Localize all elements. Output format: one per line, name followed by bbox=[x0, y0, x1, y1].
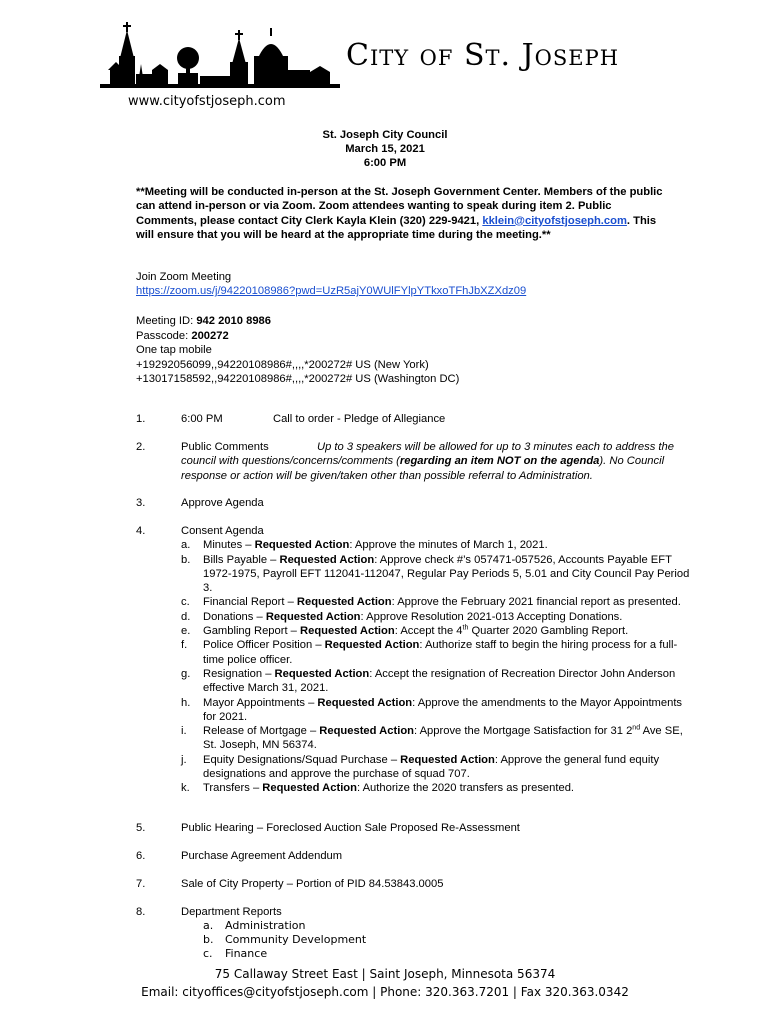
consent-item-title: Release of Mortgage – bbox=[203, 725, 320, 738]
item-number: 3. bbox=[136, 497, 146, 509]
passcode bbox=[136, 329, 696, 344]
meeting-id-value: 942 2010 8986 bbox=[196, 315, 271, 327]
consent-item-letter: g. bbox=[181, 667, 191, 680]
consent-item-title: Financial Report – bbox=[203, 596, 297, 609]
consent-item-action: : Approve Resolution 2021-013 Accepting Donations. bbox=[360, 610, 623, 623]
consent-item-action-end: Quarter 2020 Gambling Report. bbox=[468, 625, 629, 638]
consent-item bbox=[181, 538, 691, 552]
requested-action-label: Requested Action bbox=[274, 667, 370, 680]
consent-item-action: : Accept the resignation of Recreation Director John Anderson effective March 31, 2021. bbox=[203, 667, 676, 695]
consent-item bbox=[181, 753, 691, 782]
ordinal-suffix: th bbox=[462, 624, 469, 632]
requested-action-label: Requested Action bbox=[296, 596, 392, 609]
consent-item-action: : Accept the 4 bbox=[394, 625, 463, 638]
consent-item bbox=[181, 553, 691, 596]
item-number: 8. bbox=[136, 906, 146, 918]
meeting-id bbox=[136, 314, 696, 329]
item-number: 7. bbox=[136, 878, 146, 890]
item-label: Public Hearing – Foreclosed Auction Sale Proposed Re-Assessment bbox=[181, 822, 520, 834]
meeting-body: St. Joseph City Council bbox=[322, 129, 448, 141]
consent-item bbox=[181, 781, 691, 795]
consent-item-title: Equity Designations/Squad Purchase – bbox=[203, 753, 401, 766]
requested-action-label: Requested Action bbox=[262, 782, 357, 795]
requested-action-label: Requested Action bbox=[324, 639, 420, 652]
department-report-letter: c. bbox=[203, 947, 213, 961]
passcode-label: Passcode: bbox=[136, 329, 192, 342]
consent-item-title: Mayor Appointments – bbox=[203, 696, 318, 709]
consent-item-action: : Approve check #’s 057471-057526, Accounts Payable EFT 1972-1975, Payroll EFT 112041-112047, Regular Pay Periods 5, 5.01 and City Council Pay Period 3. bbox=[203, 553, 690, 595]
consent-item-title: Resignation – bbox=[203, 667, 275, 680]
zoom-section bbox=[136, 270, 696, 299]
consent-item-action: : Approve the minutes of March 1, 2021. bbox=[349, 539, 548, 552]
department-report-item bbox=[203, 947, 691, 961]
meeting-id-label: Meeting ID: bbox=[136, 315, 197, 327]
city-skyline-logo bbox=[100, 18, 340, 90]
consent-item-letter: b. bbox=[181, 553, 191, 566]
consent-item-letter: e. bbox=[181, 625, 191, 638]
consent-item-title: Donations – bbox=[203, 610, 266, 623]
requested-action-label: Requested Action bbox=[319, 725, 414, 738]
consent-item-letter: j. bbox=[181, 753, 187, 766]
requested-action-label: Requested Action bbox=[254, 539, 350, 552]
requested-action-label: Requested Action bbox=[400, 753, 495, 766]
consent-item bbox=[181, 595, 691, 609]
consent-item-action: : Approve the Mortgage Satisfaction for 31 2 bbox=[414, 725, 633, 738]
public-comments-text-a: Up to 3 speakers will be allowed for up to 3 minutes each to address the council with questions/concerns/comments ( bbox=[181, 441, 674, 468]
department-report-label: Administration bbox=[225, 919, 306, 933]
item-label: Call to order - Pledge of Allegiance bbox=[273, 413, 446, 425]
consent-item-letter: h. bbox=[181, 696, 191, 709]
ordinal-suffix: nd bbox=[632, 724, 641, 732]
department-reports-list bbox=[181, 919, 691, 961]
footer-address: 75 Callaway Street East | Saint Joseph, Minnesota 56374 bbox=[214, 967, 556, 981]
consent-item-title: Bills Payable – bbox=[203, 553, 280, 566]
footer-contact: Email: cityoffices@cityofstjoseph.com | Phone: 320.363.7201 | Fax 320.363.0342 bbox=[141, 984, 629, 999]
item-label: Purchase Agreement Addendum bbox=[181, 850, 343, 862]
consent-item-action: : Authorize the 2020 transfers as presented. bbox=[356, 782, 575, 795]
item-number: 5. bbox=[136, 822, 146, 834]
clerk-email-link[interactable]: kklein@cityofstjoseph.com bbox=[482, 214, 627, 227]
department-report-label: Community Development bbox=[225, 933, 367, 947]
item-label: Sale of City Property – Portion of PID 84.53843.0005 bbox=[181, 878, 444, 890]
consent-item bbox=[181, 696, 691, 725]
meeting-notice bbox=[136, 185, 666, 242]
consent-item-action: : Approve the amendments to the Mayor Appointments for 2021. bbox=[203, 696, 683, 723]
item-label: Consent Agenda bbox=[181, 525, 264, 537]
consent-item bbox=[181, 624, 691, 638]
zoom-link[interactable]: https://zoom.us/j/94220108986?pwd=UzR5ajY0WUlFYlpYTkxoTFhJbXZXdz09 bbox=[136, 285, 527, 298]
department-report-item bbox=[203, 919, 691, 933]
mobile-number-ny: +19292056099,,94220108986#,,,,*200272# US (New York) bbox=[136, 358, 429, 371]
consent-item bbox=[181, 667, 691, 696]
notice-text-2: . This will ensure that you will be heard at the appropriate time during the meeting.** bbox=[136, 214, 657, 241]
notice-text-1: **Meeting will be conducted in-person at the St. Joseph Government Center. Members of the public can attend in-person or via Zoom. Zoom attendees wanting to speak during item 2. Public Comments, please contact City Clerk Kayla Klein (320) 229-9421, bbox=[136, 186, 663, 227]
consent-item bbox=[181, 610, 691, 624]
meeting-date: March 15, 2021 bbox=[345, 143, 425, 155]
consent-item-title: Gambling Report – bbox=[203, 625, 301, 638]
requested-action-label: Requested Action bbox=[300, 625, 395, 638]
consent-item-letter: k. bbox=[181, 782, 190, 795]
item-label: Public Comments bbox=[181, 441, 269, 453]
consent-item bbox=[181, 724, 691, 753]
consent-agenda-list bbox=[181, 538, 691, 795]
zoom-label: Join Zoom Meeting bbox=[136, 271, 232, 283]
requested-action-label: Requested Action bbox=[317, 696, 413, 709]
requested-action-label: Requested Action bbox=[279, 553, 375, 566]
department-report-item bbox=[203, 933, 691, 947]
page-footer bbox=[0, 966, 770, 1001]
consent-item-title: Police Officer Position – bbox=[203, 639, 325, 652]
consent-item-action: : Approve the February 2021 financial report as presented. bbox=[391, 596, 681, 609]
consent-item-letter: i. bbox=[181, 725, 187, 738]
consent-item-letter: a. bbox=[181, 539, 191, 552]
department-report-letter: b. bbox=[203, 933, 214, 947]
item-label: Department Reports bbox=[181, 906, 282, 918]
city-title: City of St. Joseph bbox=[346, 38, 620, 73]
mobile-label: One tap mobile bbox=[136, 344, 212, 356]
consent-item-action: : Authorize staff to begin the hiring process for a full-time police officer. bbox=[203, 639, 678, 666]
item-time: 6:00 PM bbox=[181, 413, 223, 425]
meeting-header bbox=[0, 128, 770, 170]
passcode-value: 200272 bbox=[191, 329, 229, 342]
consent-item-letter: d. bbox=[181, 610, 191, 623]
consent-item-letter: c. bbox=[181, 596, 190, 609]
consent-item bbox=[181, 638, 691, 667]
meeting-info bbox=[136, 314, 696, 387]
website-link[interactable]: www.cityofstjoseph.com bbox=[128, 94, 286, 109]
public-comments-text-bold: regarding an item NOT on the agenda bbox=[399, 455, 600, 468]
public-comments-text-b: ). No Council response or action will be given/taken other than possible referral to Administration. bbox=[181, 455, 665, 482]
item-label: Approve Agenda bbox=[181, 497, 264, 509]
item-number: 2. bbox=[136, 441, 146, 453]
consent-item-title: Transfers – bbox=[203, 782, 263, 795]
consent-item-letter: f. bbox=[181, 639, 188, 652]
item-number: 6. bbox=[136, 850, 146, 862]
item-number: 4. bbox=[136, 525, 146, 537]
department-report-letter: a. bbox=[203, 919, 214, 933]
consent-item-action-end: Ave SE, St. Joseph, MN 56374. bbox=[203, 725, 683, 752]
requested-action-label: Requested Action bbox=[265, 610, 361, 623]
meeting-time: 6:00 PM bbox=[363, 157, 407, 169]
consent-item-action: : Approve the general fund equity designations and approve the purchase of squad 707. bbox=[203, 753, 660, 781]
consent-item-title: Minutes – bbox=[203, 539, 255, 552]
department-report-label: Finance bbox=[225, 947, 268, 961]
item-number: 1. bbox=[136, 413, 146, 425]
mobile-number-dc: +13017158592,,94220108986#,,,,*200272# US (Washington DC) bbox=[136, 373, 460, 385]
